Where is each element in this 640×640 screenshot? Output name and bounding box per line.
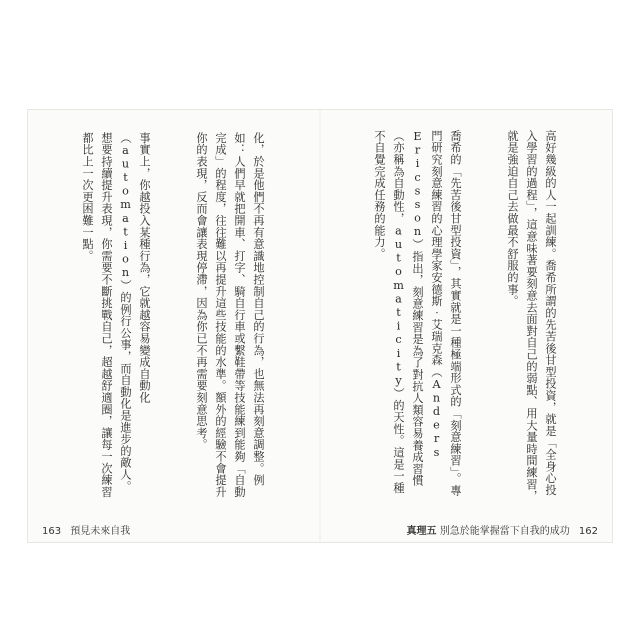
left-page-body [50, 132, 306, 502]
right-page [320, 110, 612, 542]
left-book-title: 預見未來自我 [70, 526, 131, 537]
left-page-footer [36, 522, 130, 537]
right-page-number: 162 [578, 526, 598, 537]
left-paragraph-2: 事實上，你越投入某種行為，它就越容易變成自動化（automation）的例行公事，而自動化是進步的敵人。想要持續提升表現，你需要不斷挑戰自己，超越舒適圈，讓每一次練習都比上一次更困難一點。 [81, 132, 151, 498]
right-page-body [336, 130, 598, 502]
right-paragraph-1: 高好幾級的人一起訓練。喬希所謂的先苦後甘型投資，就是「全身心投入學習的過程」，這意味著要刻意去面對自己的弱點、用大量時間練習，就是強迫自己去做最不舒服的事。 [506, 130, 557, 502]
left-paragraph-1: 化，於是他們不再有意識地控制自己的行為，也無法再刻意調整。例如：人們早就把開車、打字、騎自行車或繫鞋帶等技能練到能夠「自動完成」的程度，往往難以再提升這些技能的水準。額外的經驗不會提升你的表現，反而會讓表現停滯，因為你已不再需要刻意思考。 [195, 132, 265, 498]
left-page-number: 163 [42, 526, 62, 537]
right-page-footer [407, 522, 604, 537]
right-chapter-subtitle: 別急於能掌握當下自我的成功 [439, 526, 570, 537]
right-paragraph-2: 喬希的「先苦後甘型投資」，其實就是一種極端形式的「刻意練習」。專門研究刻意練習的心理學家安德斯‧艾瑞克森（Anders Ericsson）指出，刻意練習是為了對抗人類容易養成習慣（亦稱為自動性，automaticity）的天性。這是一種不自覺完成任務的能力。 [373, 130, 462, 497]
left-page [28, 110, 320, 542]
right-chapter-title: 真理五 [406, 526, 437, 537]
book-spread [28, 110, 612, 542]
